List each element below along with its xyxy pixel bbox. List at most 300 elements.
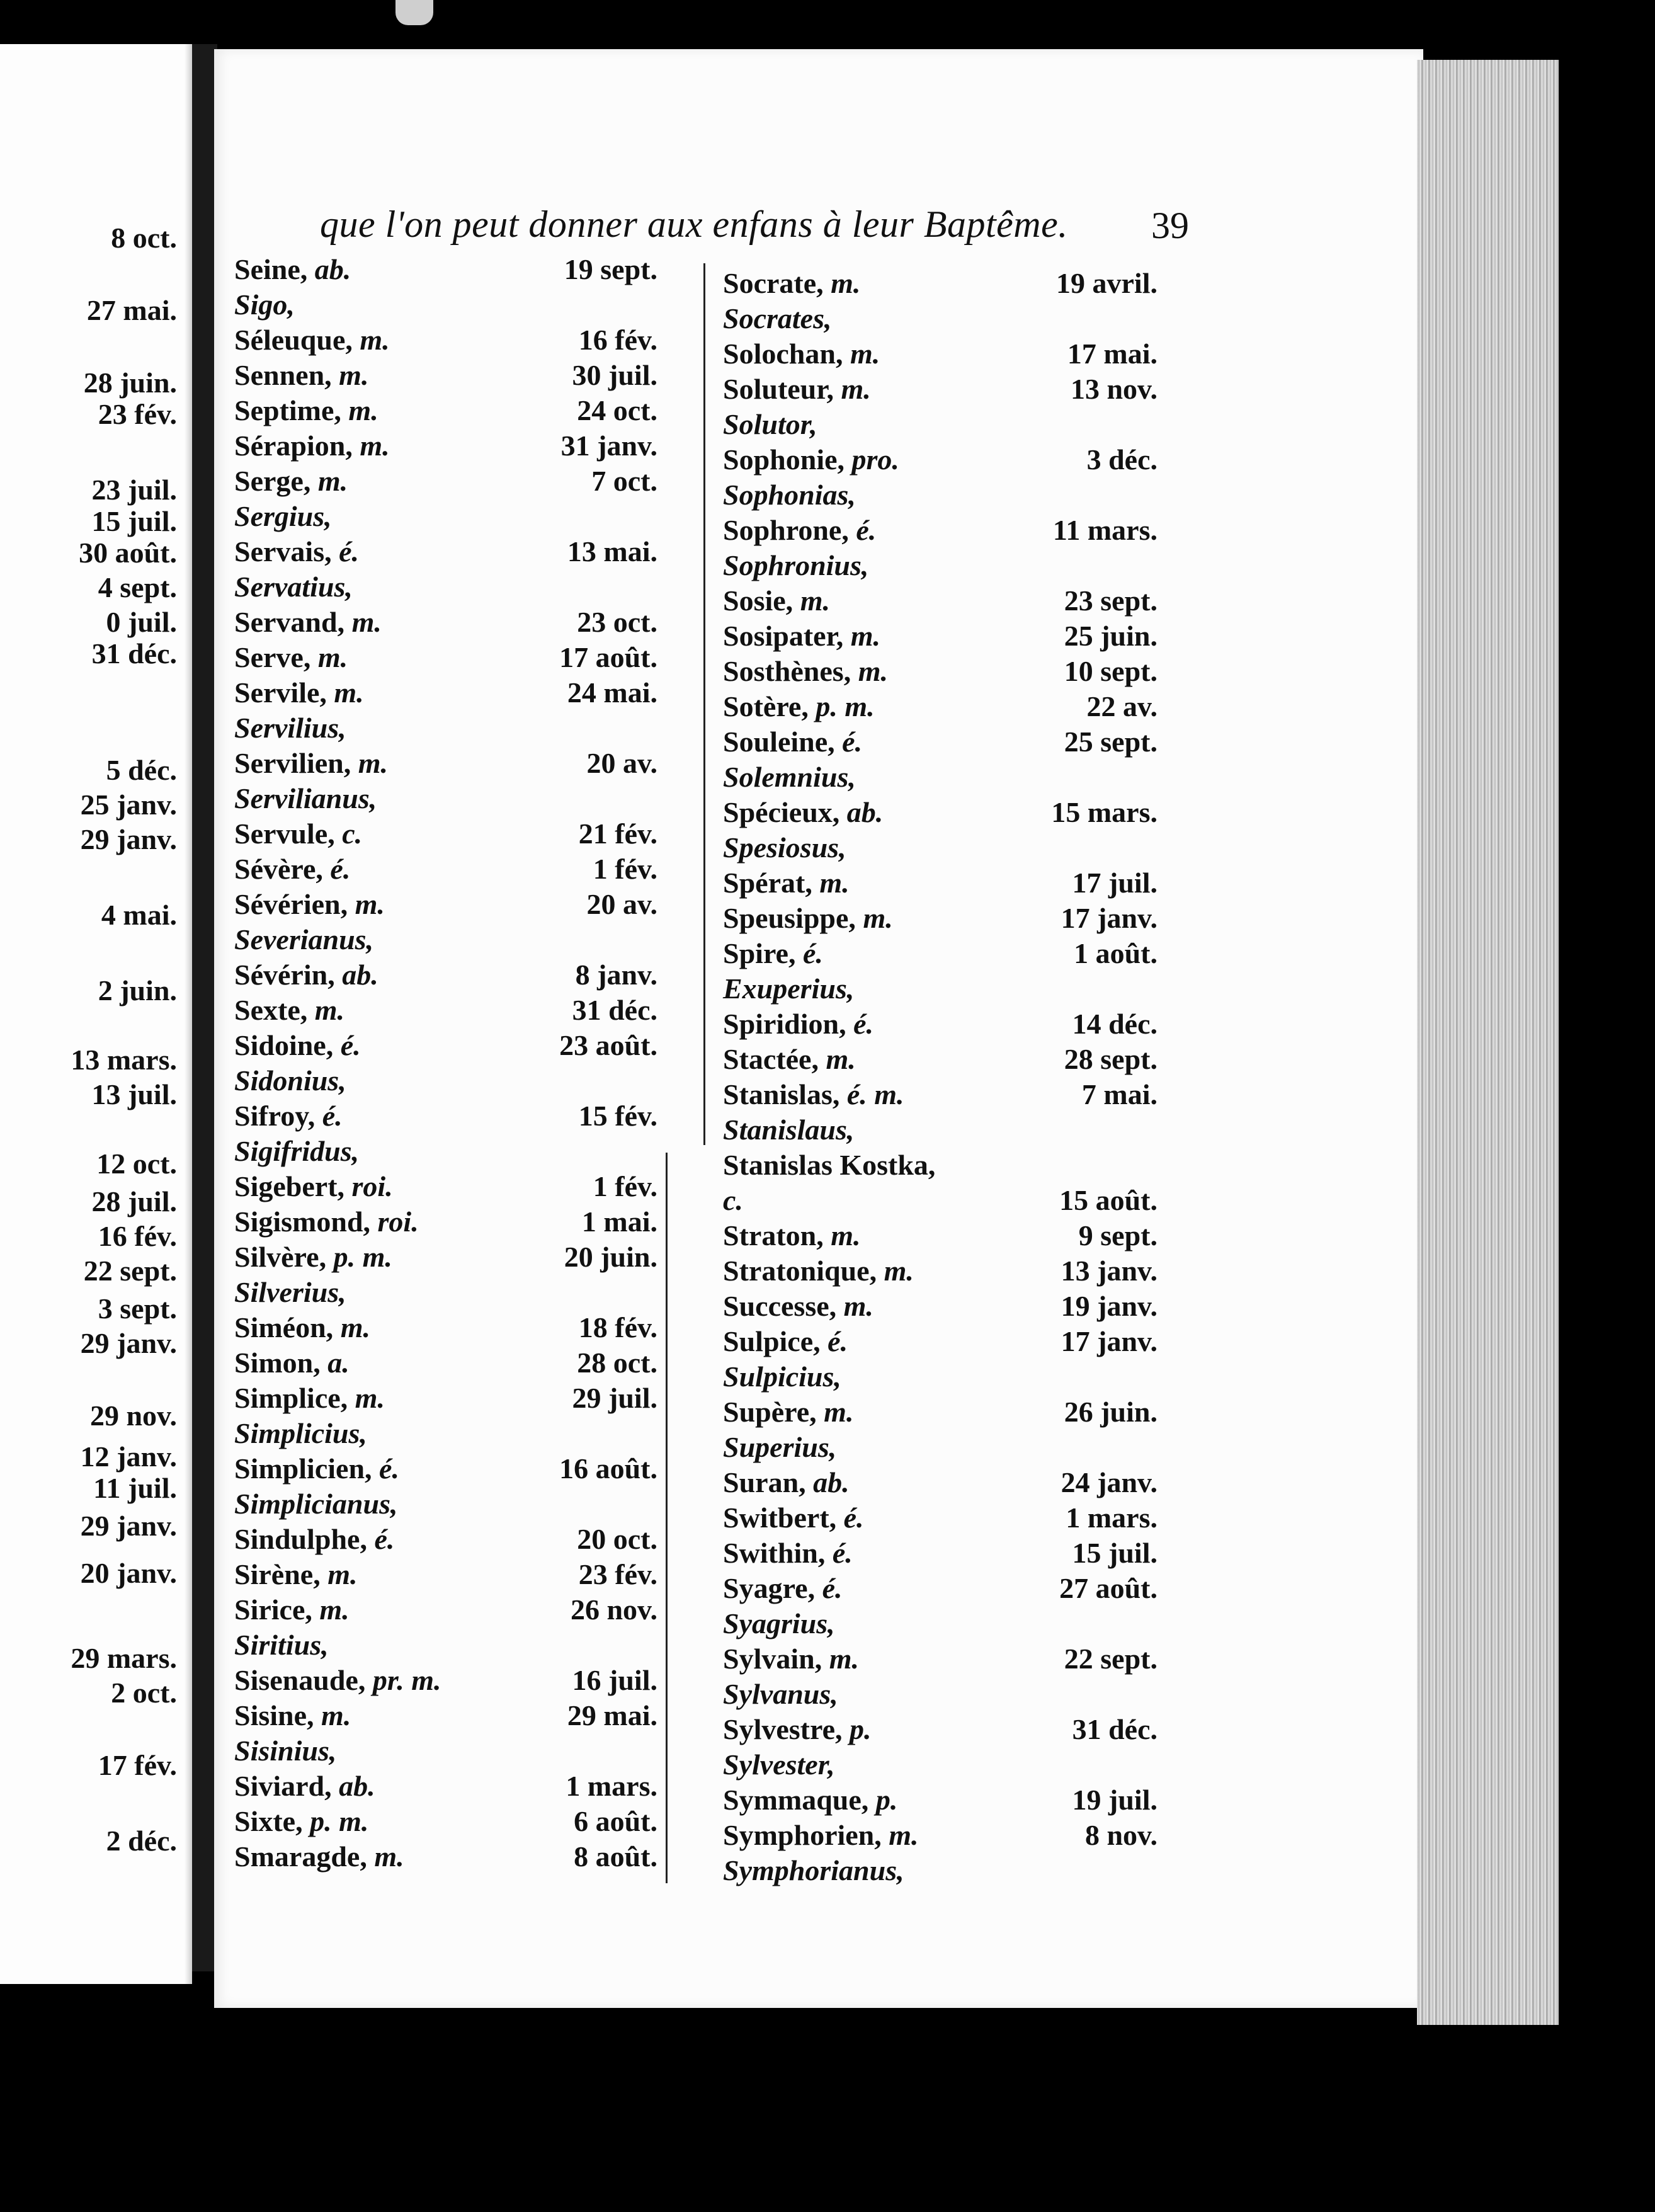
saint-qualifier: é.: [832, 1537, 853, 1569]
feast-date: 7 mai.: [1081, 1078, 1157, 1110]
saint-name: [723, 548, 868, 583]
saint-name: [234, 1063, 346, 1098]
saint-name: [234, 1628, 329, 1663]
saint-qualifier: é.: [822, 1572, 843, 1604]
name-entry: [723, 1500, 1157, 1536]
column-divider-lower: [666, 1153, 668, 1883]
feast-date: 27 août.: [1059, 1572, 1157, 1604]
saint-qualifier: é.: [856, 514, 877, 546]
saint-name-text: Stratonique,: [723, 1255, 884, 1287]
saint-qualifier: é.: [340, 1029, 361, 1061]
saint-name-text: Sophonie,: [723, 443, 852, 476]
saint-name: [723, 513, 876, 548]
saint-name: [723, 1112, 854, 1148]
saint-name-text: Sulpice,: [723, 1325, 828, 1357]
name-entry: [234, 922, 657, 957]
saint-name-text: Stanislas,: [723, 1078, 847, 1110]
saint-name: [723, 971, 854, 1006]
name-entry: [723, 1571, 1157, 1606]
saint-name-text: Sisine,: [234, 1699, 322, 1731]
saint-name: [723, 654, 888, 689]
saint-qualifier: m.: [889, 1819, 919, 1851]
saint-qualifier: é.: [843, 1502, 864, 1534]
name-entry: [234, 993, 657, 1028]
saint-name: [723, 1430, 836, 1465]
saint-name: [234, 675, 364, 710]
saint-qualifier: é.: [374, 1523, 395, 1555]
saint-name: [723, 1606, 835, 1641]
left-page-date: 15 juil.: [91, 505, 177, 537]
saint-name: [234, 1416, 367, 1451]
name-entry: [723, 830, 1157, 865]
book-binding: [192, 44, 217, 1971]
saint-qualifier: m.: [863, 902, 893, 934]
saint-name: [234, 569, 353, 605]
left-page-date: 8 oct.: [111, 222, 177, 254]
name-entry: [723, 336, 1157, 372]
saint-name-text: Sixte,: [234, 1805, 310, 1837]
name-entry: [234, 252, 657, 287]
saint-name-text: Straton,: [723, 1219, 831, 1251]
name-entry: [723, 477, 1157, 513]
saint-name-text: Sylvain,: [723, 1643, 829, 1675]
saint-name-text: Speusippe,: [723, 902, 863, 934]
saint-name-text: Silverius,: [234, 1276, 346, 1308]
name-entry: [234, 1169, 657, 1204]
name-entry: [234, 675, 657, 710]
saint-name: [234, 887, 385, 922]
saint-name: [234, 1557, 357, 1592]
saint-name-text: Sophronius,: [723, 549, 869, 581]
saint-qualifier: m.: [858, 655, 888, 687]
left-page-date: 23 fév.: [98, 398, 177, 430]
name-entry: [723, 901, 1157, 936]
saint-name: [234, 252, 351, 287]
feast-date: 1 fév.: [593, 853, 657, 885]
feast-date: 22 sept.: [1064, 1643, 1157, 1675]
saint-qualifier: ab.: [813, 1466, 850, 1498]
saint-name-text: Spesiosus,: [723, 831, 846, 864]
saint-name-text: Sidoine,: [234, 1029, 341, 1061]
name-entry: [234, 464, 657, 499]
saint-name: [723, 407, 817, 442]
saint-name: [723, 1782, 897, 1818]
left-page-date: 29 janv.: [80, 823, 177, 855]
name-entry: [234, 887, 657, 922]
left-page-date: 29 janv.: [80, 1327, 177, 1359]
left-page-date: 29 nov.: [89, 1400, 177, 1432]
name-entry: [234, 1451, 657, 1486]
name-entry: [234, 1486, 657, 1522]
left-page-date: 17 fév.: [98, 1749, 177, 1781]
saint-qualifier: m.: [339, 359, 369, 391]
feast-date: 13 nov.: [1070, 373, 1157, 405]
name-entry: [723, 513, 1157, 548]
saint-name-text: Séleuque,: [234, 324, 360, 356]
feast-date: 3 déc.: [1086, 443, 1157, 476]
saint-name-text: Stanislas Kostka,: [723, 1149, 936, 1181]
saint-qualifier: a.: [327, 1347, 350, 1379]
saint-name-text: Seine,: [234, 253, 315, 285]
left-page-date: 20 janv.: [80, 1557, 177, 1589]
left-page-gutter-shadow: [185, 44, 192, 1984]
saint-name-text: Solochan,: [723, 338, 850, 370]
saint-name: [234, 746, 388, 781]
saint-qualifier: m.: [314, 994, 345, 1026]
feast-date: 24 janv.: [1061, 1466, 1157, 1498]
saint-name: [234, 816, 362, 852]
feast-date: 17 juil.: [1072, 867, 1157, 899]
feast-date: 1 mars.: [566, 1770, 657, 1802]
saint-name: [234, 464, 348, 499]
feast-date: 16 juil.: [572, 1664, 657, 1696]
page-number: 39: [1151, 205, 1189, 246]
left-page-date: 25 janv.: [80, 789, 177, 821]
feast-date: 23 fév.: [578, 1558, 657, 1590]
saint-qualifier: m.: [829, 1643, 860, 1675]
left-page-date: 12 janv.: [80, 1440, 177, 1473]
saint-name: [723, 1148, 935, 1183]
saint-name-text: Sigismond,: [234, 1206, 378, 1238]
saint-name-text: Syagre,: [723, 1572, 822, 1604]
feast-date: 28 sept.: [1064, 1043, 1157, 1075]
left-page-date: 2 oct.: [111, 1677, 177, 1709]
name-entry: [723, 266, 1157, 301]
saint-name: [234, 710, 346, 746]
saint-name-text: Servule,: [234, 818, 343, 850]
left-page-date: 3 sept.: [98, 1292, 177, 1325]
saint-name: [234, 1134, 359, 1169]
saint-name-text: Serve,: [234, 641, 318, 673]
saint-name: [723, 1465, 850, 1500]
feast-date: 18 fév.: [578, 1311, 657, 1343]
saint-name: [723, 1359, 841, 1394]
name-entry: [234, 1134, 657, 1169]
feast-date: 19 sept.: [564, 253, 657, 285]
feast-date: 20 av.: [586, 747, 657, 779]
names-column-2: [723, 266, 1157, 1888]
left-page-date: 23 juil.: [91, 474, 177, 506]
saint-name-text: Sylvestre,: [723, 1713, 850, 1745]
feast-date: 29 mai.: [567, 1699, 657, 1731]
saint-name: [723, 1253, 914, 1289]
saint-name-text: Sévère,: [234, 853, 331, 885]
saint-name-text: Symmaque,: [723, 1784, 876, 1816]
left-page-date: 31 déc.: [91, 637, 177, 670]
saint-name: [234, 1486, 397, 1522]
feast-date: 1 mars.: [1066, 1502, 1157, 1534]
saint-name-text: Spérat,: [723, 867, 820, 899]
saint-name: [234, 322, 390, 358]
saint-name-text: Sisenaude,: [234, 1664, 373, 1696]
name-entry: [234, 1698, 657, 1733]
saint-name: [723, 442, 899, 477]
saint-name-text: Spire,: [723, 937, 803, 969]
name-entry: [234, 852, 657, 887]
feast-date: 11 mars.: [1052, 514, 1157, 546]
feast-date: 15 août.: [1059, 1184, 1157, 1216]
saint-qualifier: p. m.: [333, 1241, 392, 1273]
feast-date: 23 oct.: [577, 606, 657, 638]
saint-name-text: Superius,: [723, 1431, 837, 1463]
left-page-date: 30 août.: [79, 537, 177, 569]
saint-qualifier: é.: [339, 535, 360, 567]
saint-name: [723, 901, 893, 936]
saint-name-text: Siviard,: [234, 1770, 339, 1802]
feast-date: 23 sept.: [1064, 584, 1157, 617]
saint-name-text: Servilius,: [234, 712, 346, 744]
saint-name: [723, 1042, 856, 1077]
name-entry: [723, 1077, 1157, 1112]
saint-qualifier: p. m.: [310, 1805, 369, 1837]
saint-qualifier: é.: [842, 726, 863, 758]
name-entry: [723, 971, 1157, 1006]
saint-name-text: Switbert,: [723, 1502, 844, 1534]
page-header: [320, 203, 1189, 253]
feast-date: 30 juil.: [572, 359, 657, 391]
name-entry: [723, 689, 1157, 724]
saint-name: [723, 865, 850, 901]
saint-name: [723, 1818, 919, 1853]
name-entry: [234, 1416, 657, 1451]
saint-name-text: Simplicien,: [234, 1452, 380, 1485]
saint-name-text: Sigebert,: [234, 1170, 352, 1202]
saint-name-text: Sergius,: [234, 500, 332, 532]
saint-name-text: Sigifridus,: [234, 1135, 360, 1167]
feast-date: 26 nov.: [570, 1593, 657, 1626]
name-entry: [234, 816, 657, 852]
saint-qualifier: p.: [850, 1713, 872, 1745]
saint-name-text: Sulpicius,: [723, 1360, 841, 1393]
saint-name: [723, 1853, 904, 1888]
saint-qualifier: é. m.: [846, 1078, 904, 1110]
saint-name: [234, 1663, 441, 1698]
name-entry: [723, 936, 1157, 971]
name-entry: [234, 358, 657, 393]
saint-qualifier: m.: [360, 430, 390, 462]
saint-name: [234, 605, 382, 640]
saint-name: [723, 795, 883, 830]
saint-qualifier: c.: [342, 818, 363, 850]
name-entry: [234, 569, 657, 605]
saint-qualifier: m.: [355, 1382, 385, 1414]
saint-name-text: Successe,: [723, 1290, 844, 1322]
saint-name-text: Sidonius,: [234, 1064, 346, 1097]
name-entry: [723, 1394, 1157, 1430]
saint-name-text: Spécieux,: [723, 796, 847, 828]
left-page-date: 5 déc.: [106, 754, 177, 786]
saint-name-text: Servais,: [234, 535, 339, 567]
feast-date: 19 juil.: [1072, 1784, 1157, 1816]
saint-qualifier: é.: [827, 1325, 848, 1357]
saint-name: [723, 689, 875, 724]
saint-name-text: Smaragde,: [234, 1840, 375, 1873]
name-entry: [234, 1028, 657, 1063]
feast-date: 1 fév.: [593, 1170, 657, 1202]
name-entry: [234, 640, 657, 675]
feast-date: 13 janv.: [1061, 1255, 1157, 1287]
feast-date: 21 fév.: [578, 818, 657, 850]
saint-name: [723, 266, 860, 301]
saint-name-text: Syagrius,: [723, 1607, 835, 1639]
saint-name: [234, 1698, 351, 1733]
saint-name: [234, 957, 378, 993]
feast-date: 31 déc.: [1072, 1713, 1157, 1745]
left-page-date: 22 sept.: [83, 1255, 177, 1287]
left-page-date: 29 janv.: [80, 1510, 177, 1542]
saint-name: [234, 1733, 336, 1769]
saint-name: [234, 428, 390, 464]
saint-name: [234, 393, 378, 428]
saint-name: [234, 1839, 404, 1874]
left-page-date: 27 mai.: [86, 294, 177, 326]
saint-name-text: Soluteur,: [723, 373, 841, 405]
left-page-date: 11 juil.: [93, 1472, 177, 1504]
book-fore-edge: [1417, 60, 1559, 2025]
saint-name-text: Spiridion,: [723, 1008, 854, 1040]
name-entry: [723, 1853, 1157, 1888]
feast-date: 13 mai.: [567, 535, 657, 567]
feast-date: 10 sept.: [1064, 655, 1157, 687]
saint-qualifier: m.: [351, 606, 382, 638]
saint-qualifier: é.: [802, 937, 823, 969]
saint-name: [234, 499, 332, 534]
feast-date: 29 juil.: [572, 1382, 657, 1414]
saint-qualifier: ab.: [846, 796, 884, 828]
name-entry: [234, 1557, 657, 1592]
left-page-date: 12 oct.: [96, 1148, 177, 1180]
name-entry: [723, 1818, 1157, 1853]
saint-name-text: Suran,: [723, 1466, 814, 1498]
feast-date: 19 avril.: [1056, 267, 1157, 299]
feast-date: 26 juin.: [1064, 1396, 1157, 1428]
feast-date: 31 déc.: [572, 994, 657, 1026]
left-page-date: 0 juil.: [106, 606, 177, 638]
saint-qualifier: é.: [322, 1100, 343, 1132]
saint-name: [234, 1028, 361, 1063]
column-divider-upper: [703, 263, 705, 1145]
name-entry: [234, 1204, 657, 1240]
name-entry: [723, 1536, 1157, 1571]
left-page-date: 13 juil.: [91, 1078, 177, 1110]
saint-name: [723, 336, 880, 372]
saint-name-text: Stactée,: [723, 1043, 826, 1075]
saint-name: [234, 287, 295, 322]
feast-date: 20 juin.: [564, 1241, 657, 1273]
feast-date: 9 sept.: [1078, 1219, 1157, 1251]
saint-name-text: Severianus,: [234, 923, 374, 955]
saint-name-text: Septime,: [234, 394, 349, 426]
saint-name-text: Sigo,: [234, 288, 295, 321]
saint-qualifier: é.: [853, 1008, 874, 1040]
saint-name: [723, 1747, 835, 1782]
saint-qualifier: m.: [319, 1593, 350, 1626]
saint-name: [723, 1677, 838, 1712]
name-entry: [234, 957, 657, 993]
saint-name: [234, 534, 359, 569]
feast-date: 23 août.: [559, 1029, 657, 1061]
saint-qualifier: m.: [374, 1840, 404, 1873]
saint-name: [234, 1310, 370, 1345]
name-entry: [723, 1324, 1157, 1359]
saint-name-text: Sirice,: [234, 1593, 320, 1626]
saint-name-text: Socrates,: [723, 302, 832, 334]
name-entry: [723, 1430, 1157, 1465]
saint-qualifier: m.: [360, 324, 390, 356]
saint-name-text: Stanislaus,: [723, 1114, 855, 1146]
left-page-date: 4 mai.: [101, 899, 177, 931]
saint-name-text: Simon,: [234, 1347, 328, 1379]
saint-name-text: Supère,: [723, 1396, 824, 1428]
name-entry: [723, 1289, 1157, 1324]
name-entry: [234, 499, 657, 534]
saint-name: [234, 1451, 399, 1486]
saint-name: [234, 640, 348, 675]
saint-name: [723, 760, 856, 795]
feast-date: 20 av.: [586, 888, 657, 920]
left-page-date: 28 juil.: [91, 1185, 177, 1217]
saint-name-text: Sérapion,: [234, 430, 360, 462]
saint-name-text: Sifroy,: [234, 1100, 322, 1132]
saint-name: [723, 1183, 743, 1218]
feast-date: 19 janv.: [1061, 1290, 1157, 1322]
feast-date: 8 janv.: [575, 959, 657, 991]
saint-name: [723, 1536, 853, 1571]
saint-qualifier: é.: [379, 1452, 399, 1485]
feast-date: 1 mai.: [581, 1206, 657, 1238]
ink-blot: [395, 0, 433, 25]
saint-name: [234, 1381, 385, 1416]
name-entry: [723, 724, 1157, 760]
saint-qualifier: m.: [884, 1255, 914, 1287]
saint-qualifier: m.: [800, 584, 830, 617]
feast-date: 24 mai.: [567, 676, 657, 709]
saint-name-text: Sosthènes,: [723, 655, 858, 687]
saint-qualifier: roi.: [351, 1170, 393, 1202]
name-entry: [723, 654, 1157, 689]
saint-name: [723, 477, 856, 513]
name-entry: [234, 287, 657, 322]
saint-name: [723, 1006, 873, 1042]
saint-qualifier: m.: [334, 676, 364, 709]
name-entry: [723, 1641, 1157, 1677]
saint-qualifier: roi.: [377, 1206, 419, 1238]
name-entry: [723, 619, 1157, 654]
name-entry: [234, 710, 657, 746]
name-entry: [234, 1240, 657, 1275]
saint-qualifier: c.: [723, 1184, 743, 1216]
saint-name: [723, 830, 846, 865]
saint-qualifier: ab.: [314, 253, 351, 285]
saint-name-text: Simplicius,: [234, 1417, 367, 1449]
saint-name-text: Exuperius,: [723, 972, 855, 1005]
saint-qualifier: m.: [841, 373, 871, 405]
name-entry: [723, 1006, 1157, 1042]
name-entry: [723, 1782, 1157, 1818]
name-entry: [234, 746, 657, 781]
saint-name: [234, 1592, 350, 1628]
feast-date: 28 oct.: [577, 1347, 657, 1379]
running-title: que l'on peut donner aux enfans à leur Baptême.: [320, 203, 1068, 245]
feast-date: 17 mai.: [1067, 338, 1157, 370]
feast-date: 14 déc.: [1072, 1008, 1157, 1040]
saint-name-text: Sévérin,: [234, 959, 343, 991]
saint-name: [723, 1500, 864, 1536]
feast-date: 25 juin.: [1064, 620, 1157, 652]
saint-name-text: Sophonias,: [723, 479, 856, 511]
saint-name-text: Sophrone,: [723, 514, 856, 546]
saint-name: [234, 1345, 350, 1381]
